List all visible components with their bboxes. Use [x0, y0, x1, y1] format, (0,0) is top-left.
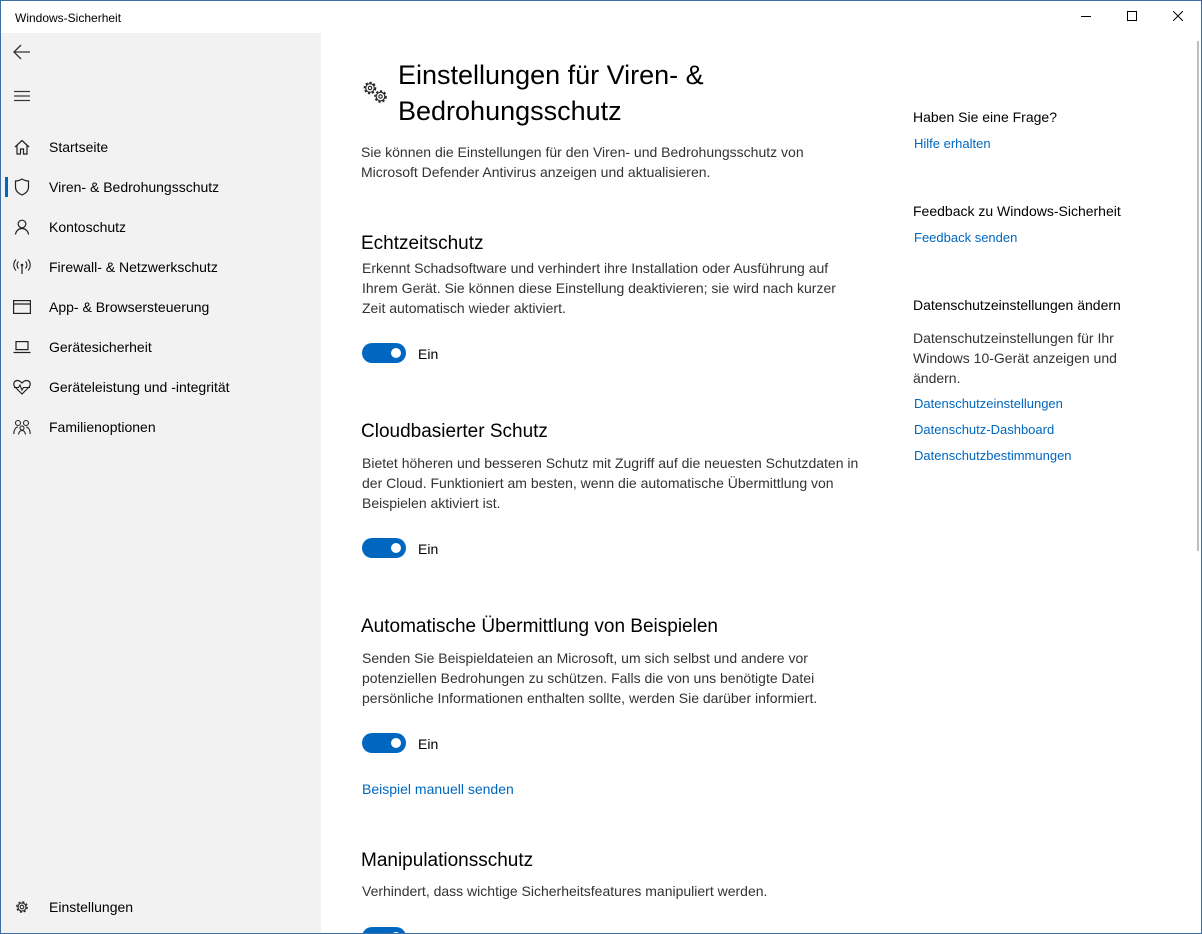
app-window-icon — [13, 298, 31, 316]
back-arrow-icon — [13, 44, 31, 65]
privacy-settings-link[interactable]: Datenschutzeinstellungen — [914, 396, 1063, 411]
sidebar-item-label: Einstellungen — [49, 899, 134, 915]
sidebar-item-device-security[interactable] — [1, 327, 321, 367]
sidebar — [1, 33, 321, 933]
sidebar-item-device-performance[interactable] — [1, 367, 321, 407]
section-desc-tamper-protection: Verhindert, dass wichtige Sicherheitsfeatures manipuliert werden. — [362, 883, 768, 899]
section-title-tamper-protection: Manipulationsschutz — [361, 850, 534, 871]
toggle-knob — [391, 348, 401, 358]
maximize-icon — [1127, 8, 1137, 26]
section-desc-sample-submission: Senden Sie Beispieldateien an Microsoft, um sich selbst und andere vor potenziellen Bedrohungen zu schützen. Falls die von uns benötigte Datei persönliche Informationen enthalten sollte, werden Sie darüber informiert. — [362, 650, 818, 706]
privacy-text: Datenschutzeinstellungen für Ihr Windows 10-Gerät anzeigen und ändern. — [913, 330, 1117, 386]
sidebar-item-app-browser[interactable] — [1, 287, 321, 327]
close-button[interactable] — [1155, 1, 1201, 33]
privacy-heading: Datenschutzeinstellungen ändern — [913, 297, 1121, 313]
sidebar-item-firewall[interactable] — [1, 247, 321, 287]
sample-toggle-label: Ein — [418, 736, 439, 752]
laptop-icon — [13, 338, 31, 356]
sidebar-item-account-protection[interactable] — [1, 207, 321, 247]
sidebar-item-virus-protection[interactable] — [1, 167, 321, 207]
sidebar-item-label: App- & Browsersteuerung — [49, 299, 210, 315]
page-title: Einstellungen für Viren- & Bedrohungsschutz — [398, 60, 704, 126]
sidebar-item-label: Kontoschutz — [49, 219, 127, 235]
privacy-dashboard-link[interactable]: Datenschutz-Dashboard — [914, 422, 1055, 437]
gears-icon — [361, 79, 389, 107]
minimize-button[interactable] — [1063, 1, 1109, 33]
back-button[interactable] — [9, 41, 35, 67]
hamburger-menu-button[interactable] — [9, 85, 35, 111]
title-bar — [1, 1, 1201, 33]
shield-icon — [13, 178, 31, 196]
scrollbar[interactable] — [1197, 41, 1199, 551]
section-title-sample-submission: Automatische Übermittlung von Beispielen — [361, 616, 718, 637]
sidebar-item-label: Firewall- & Netzwerkschutz — [49, 259, 218, 275]
wireless-icon — [13, 258, 31, 276]
toggle-knob — [391, 738, 401, 748]
tamper-protection-toggle[interactable] — [362, 927, 406, 934]
sidebar-item-label: Viren- & Bedrohungsschutz — [49, 179, 220, 195]
active-indicator — [5, 177, 8, 197]
close-icon — [1173, 8, 1183, 26]
sidebar-item-label: Familienoptionen — [49, 419, 156, 435]
gear-icon — [13, 898, 31, 916]
sample-submission-toggle[interactable] — [362, 733, 406, 753]
minimize-icon — [1081, 8, 1091, 26]
sidebar-item-settings[interactable] — [1, 887, 321, 927]
submit-sample-manually-link[interactable]: Beispiel manuell senden — [362, 781, 514, 797]
cloud-toggle-label: Ein — [418, 541, 439, 557]
window-title: Windows-Sicherheit — [15, 11, 122, 25]
section-desc-cloud: Bietet höheren und besseren Schutz mit Zugriff auf die neuesten Schutzdaten in der Cloud. Funktioniert am besten, wenn die automatische Übermittlung von Beispielen aktiviert ist. — [362, 455, 859, 511]
realtime-toggle-label: Ein — [418, 346, 439, 362]
section-desc-realtime: Erkennt Schadsoftware und verhindert ihre Installation oder Ausführung auf Ihrem Gerät. Sie können diese Einstellung deaktivieren; sie wird nach kurzer Zeit automatisch wieder aktiviert. — [362, 260, 836, 316]
maximize-button[interactable] — [1109, 1, 1155, 33]
toggle-knob — [391, 543, 401, 553]
section-title-realtime: Echtzeitschutz — [361, 233, 484, 254]
main-content — [321, 33, 881, 933]
right-panel — [913, 33, 1183, 933]
cloud-protection-toggle[interactable] — [362, 538, 406, 558]
privacy-statement-link[interactable]: Datenschutzbestimmungen — [914, 448, 1072, 463]
question-heading: Haben Sie eine Frage? — [913, 109, 1057, 125]
person-icon — [13, 218, 31, 236]
sidebar-item-label: Geräteleistung und -integrität — [49, 379, 230, 395]
home-icon — [13, 138, 31, 156]
heart-pulse-icon — [13, 378, 31, 396]
send-feedback-link[interactable]: Feedback senden — [914, 230, 1018, 245]
feedback-heading: Feedback zu Windows-Sicherheit — [913, 203, 1121, 219]
section-title-cloud: Cloudbasierter Schutz — [361, 421, 548, 442]
get-help-link[interactable]: Hilfe erhalten — [914, 136, 991, 151]
sidebar-item-family-options[interactable] — [1, 407, 321, 447]
family-icon — [13, 418, 31, 436]
hamburger-icon — [14, 89, 30, 107]
sidebar-item-label: Gerätesicherheit — [49, 339, 152, 355]
realtime-protection-toggle[interactable] — [362, 343, 406, 363]
sidebar-item-label: Startseite — [49, 139, 109, 155]
page-intro: Sie können die Einstellungen für den Viren- und Bedrohungsschutz von Microsoft Defender Antivirus anzeigen und aktualisieren. — [361, 144, 804, 180]
sidebar-item-home[interactable] — [1, 127, 321, 167]
